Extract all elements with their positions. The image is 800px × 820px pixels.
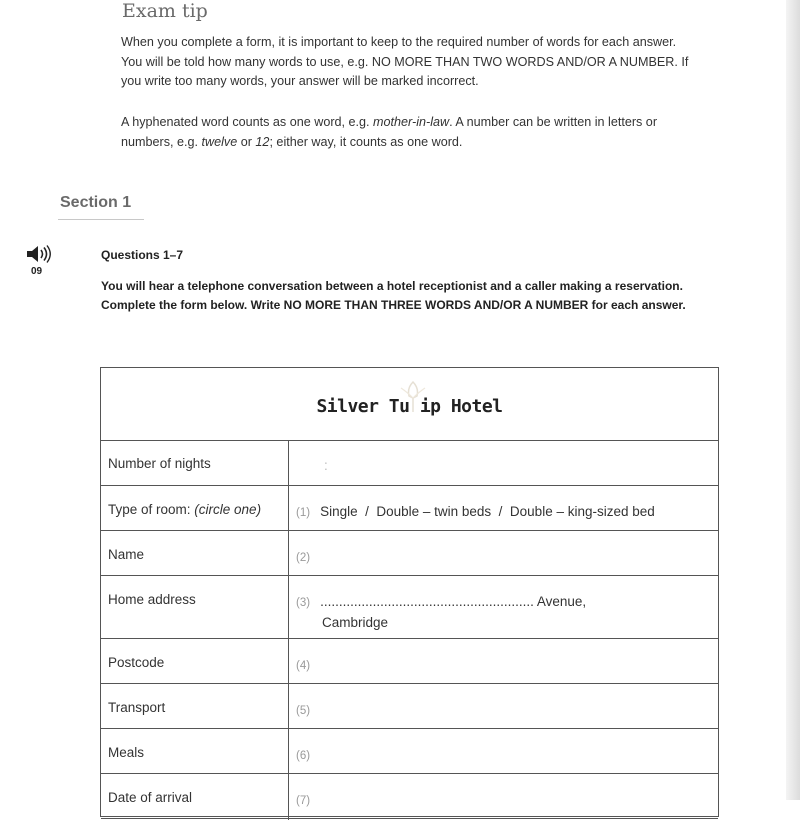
form-row-postcode <box>101 639 718 684</box>
form-answer-field[interactable] <box>296 700 711 721</box>
hotel-reservation-form <box>100 367 719 817</box>
form-row-transport <box>101 684 718 729</box>
form-answer-field[interactable] <box>296 592 711 632</box>
form-row-date-of-arrival <box>101 774 718 819</box>
question-number: (3) <box>296 597 311 609</box>
address-blank[interactable]: ......................................................... Avenue, <box>320 594 587 609</box>
form-answer-field[interactable] <box>296 655 711 676</box>
exam-tip-paragraph-1: When you complete a form, it is important to keep to the required number of words for each answer. You will be told how many words to use, e.g. NO MORE THAN TWO WORDS AND/OR A NUMBER. If you write too many words, your answer will be marked incorrect. <box>121 35 689 88</box>
form-answer-field[interactable] <box>296 547 711 568</box>
question-number: (2) <box>296 552 311 564</box>
form-label: Number of nights <box>108 456 211 471</box>
form-answer-field[interactable]: : <box>324 458 328 473</box>
address-city: Cambridge <box>322 615 389 630</box>
form-answer-field[interactable] <box>296 790 711 811</box>
form-row-meals <box>101 729 718 774</box>
form-title-row <box>101 368 718 441</box>
form-row-type-of-room <box>101 486 718 531</box>
question-number: (7) <box>296 795 311 807</box>
form-title: Silver Tu ip Hotel <box>316 396 503 417</box>
form-label: Meals <box>108 745 145 760</box>
exam-tip-paragraph-2: A hyphenated word counts as one word, e.g. mother-in-law. A number can be written in letters or numbers, e.g. twelve or 12; either way, it counts as one word. <box>121 115 658 149</box>
example-hyphenated-word: mother-in-law <box>373 115 450 129</box>
example-number-word: twelve <box>201 134 238 149</box>
form-label: Date of arrival <box>108 790 193 805</box>
question-number: (5) <box>296 705 311 717</box>
form-label: Name <box>108 547 145 562</box>
section-title: Section 1 <box>60 194 132 211</box>
audio-speaker-icon[interactable] <box>26 244 52 264</box>
form-column-divider <box>288 440 289 820</box>
form-row-number-of-nights <box>101 440 718 486</box>
question-number: (6) <box>296 750 311 762</box>
form-answer-field[interactable] <box>296 502 711 523</box>
question-number: (4) <box>296 660 311 672</box>
form-label: Postcode <box>108 655 165 670</box>
question-number: (1) <box>296 507 311 519</box>
form-label: Home address <box>108 592 196 607</box>
form-label: Transport <box>108 700 166 715</box>
form-row-home-address <box>101 576 718 639</box>
example-number-digits: 12 <box>255 134 270 149</box>
form-answer-field[interactable] <box>296 745 711 766</box>
form-row-name <box>101 531 718 576</box>
form-label: Type of room: (circle one) <box>108 502 262 517</box>
exam-tip-title: Exam tip <box>122 0 208 22</box>
section-divider <box>58 219 144 220</box>
room-type-options[interactable]: Single / Double – twin beds / Double – king-sized bed <box>320 504 655 519</box>
page-edge-shadow <box>786 0 800 800</box>
audio-track-number: 09 <box>31 266 43 277</box>
questions-instructions: You will hear a telephone conversation between a hotel receptionist and a caller making a reservation. Complete the form below. Write NO MORE THAN THREE WORDS AND/OR A NUMBER for each answer. <box>101 279 686 312</box>
questions-heading: Questions 1–7 <box>101 248 184 262</box>
